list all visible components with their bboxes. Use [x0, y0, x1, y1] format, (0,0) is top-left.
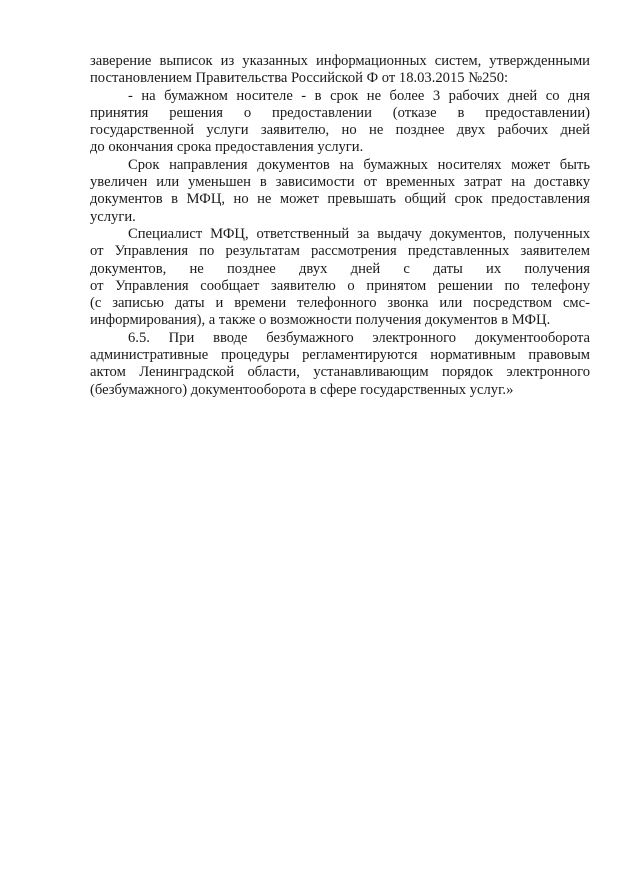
- text-line: актом Ленинградской области, устанавливающим порядок электронного: [90, 364, 590, 381]
- paragraph-mfc-specialist: [90, 226, 590, 330]
- text-line: информирования), а также о возможности получения документов в МФЦ.: [90, 312, 551, 329]
- text-line: постановлением Правительства Российской Ф от 18.03.2015 №250:: [90, 70, 509, 87]
- text-line: принятия решения о предоставлении (отказе в предоставлении): [90, 104, 590, 121]
- text-line: административные процедуры регламентируются нормативным правовым: [90, 347, 590, 364]
- text-line: 6.5. При вводе безбумажного электронного документооборота: [128, 329, 590, 346]
- text-line: государственной услуги заявителю, но не позднее двух рабочих дней: [90, 122, 590, 139]
- paragraph-delivery-term: [90, 157, 590, 226]
- text-line: Срок направления документов на бумажных носителях может быть: [128, 156, 590, 173]
- text-line: - на бумажном носителе - в срок не более 3 рабочих дней со дня: [128, 87, 590, 104]
- text-line: (безбумажного) документооборота в сфере государственных услуг.»: [90, 381, 514, 398]
- text-line: Специалист МФЦ, ответственный за выдачу документов, полученных: [128, 225, 590, 242]
- text-line: заверение выписок из указанных информационных систем, утвержденными: [90, 53, 590, 69]
- text-line: до окончания срока предоставления услуги.: [90, 139, 364, 156]
- text-line: от Управления по результатам рассмотрения представленных заявителем: [90, 243, 590, 260]
- text-line: (с записью даты и времени телефонного звонка или посредством смс-: [90, 295, 590, 312]
- text-line: от Управления сообщает заявителю о принятом решении по телефону: [90, 277, 590, 294]
- text-line: услуги.: [90, 208, 136, 225]
- paragraph-documents-certification: [90, 53, 590, 88]
- text-line: документов, не позднее двух дней с даты их получения: [90, 260, 590, 277]
- text-line: документов в МФЦ, но не может превышать общий срок предоставления: [90, 191, 590, 208]
- paragraph-paper-deadline: [90, 88, 590, 157]
- document-body: [90, 53, 590, 399]
- text-line: увеличен или уменьшен в зависимости от временных затрат на доставку: [90, 174, 590, 191]
- paragraph-section-6-5: [90, 330, 590, 399]
